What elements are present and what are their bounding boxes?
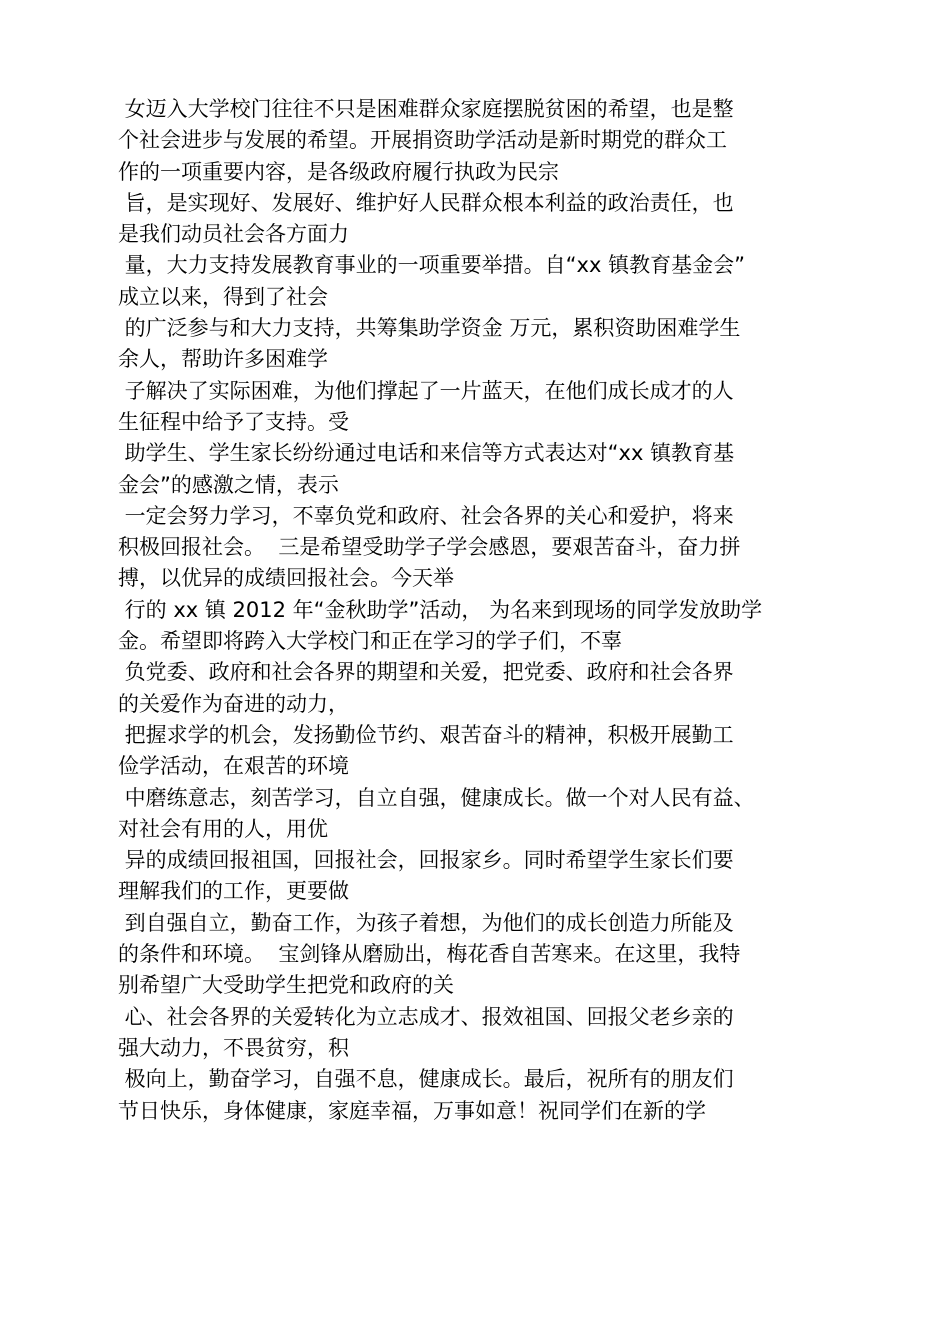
text-line: 负党委、政府和社会各界的期望和关爱，把党委、政府和社会各界 — [118, 660, 734, 685]
text-line: 女迈入大学校门往往不只是困难群众家庭摆脱贫困的希望，也是整 — [118, 97, 734, 121]
text-line: 异的成绩回报祖国，回报社会，回报家乡。同时希望学生家长们要 — [118, 848, 734, 873]
text-line: 一定会努力学习，不辜负党和政府、社会各界的关心和爱护，将来 — [118, 503, 734, 528]
text-line: 作的一项重要内容，是各级政府履行执政为民宗 — [118, 159, 559, 184]
text-line: 旨，是实现好、发展好、维护好人民群众根本利益的政治责任，也 — [118, 190, 734, 215]
text-line: 生征程中给予了支持。受 — [118, 409, 349, 434]
text-line: 对社会有用的人，用优 — [118, 816, 328, 841]
text-line: 行的 xx 镇 2012 年“金秋助学”活动， 为名来到现场的同学发放助学 — [118, 597, 763, 622]
text-line: 中磨练意志，刻苦学习，自立自强，健康成长。做一个对人民有益、 — [118, 785, 755, 810]
text-line: 积极回报社会。 三是希望受助学子学会感恩，要艰苦奋斗，奋力拼 — [118, 535, 741, 560]
text-line: 强大动力，不畏贫穷，积 — [118, 1035, 349, 1060]
text-line: 量，大力支持发展教育事业的一项重要举措。自“xx 镇教育基金会” — [118, 253, 745, 278]
text-line: 别希望广大受助学生把党和政府的关 — [118, 973, 454, 998]
text-line: 成立以来，得到了社会 — [118, 284, 328, 309]
text-line: 个社会进步与发展的希望。开展捐资助学活动是新时期党的群众工 — [118, 128, 727, 153]
text-line: 极向上，勤奋学习，自强不息，健康成长。最后，祝所有的朋友们 — [118, 1067, 734, 1092]
text-line: 余人，帮助许多困难学 — [118, 347, 328, 372]
text-line: 子解决了实际困难，为他们撑起了一片蓝天，在他们成长成才的人 — [118, 378, 734, 403]
text-line: 到自强自立，勤奋工作，为孩子着想，为他们的成长创造力所能及 — [118, 910, 734, 935]
text-line: 助学生、学生家长纷纷通过电话和来信等方式表达对“xx 镇教育基 — [118, 441, 735, 466]
text-line: 把握求学的机会，发扬勤俭节约、艰苦奋斗的精神，积极开展勤工 — [118, 722, 734, 747]
text-line: 理解我们的工作，更要做 — [118, 879, 349, 904]
text-line: 搏，以优异的成绩回报社会。今天举 — [118, 566, 454, 591]
text-line: 的关爱作为奋进的动力， — [118, 691, 349, 716]
body-text — [118, 94, 838, 1127]
text-line: 俭学活动，在艰苦的环境 — [118, 754, 349, 779]
text-line: 心、社会各界的关爱转化为立志成才、报效祖国、回报父老乡亲的 — [118, 1004, 734, 1029]
text-line: 是我们动员社会各方面力 — [118, 222, 349, 247]
text-line: 节日快乐，身体健康，家庭幸福，万事如意！祝同学们在新的学 — [118, 1098, 706, 1123]
text-line: 金会”的感激之情，表示 — [118, 472, 339, 497]
text-line: 的广泛参与和大力支持，共筹集助学资金 万元，累积资助困难学生 — [118, 316, 741, 341]
text-line: 金。希望即将跨入大学校门和正在学习的学子们，不辜 — [118, 629, 622, 654]
text-line: 的条件和环境。 宝剑锋从磨励出，梅花香自苦寒来。在这里，我特 — [118, 942, 741, 967]
